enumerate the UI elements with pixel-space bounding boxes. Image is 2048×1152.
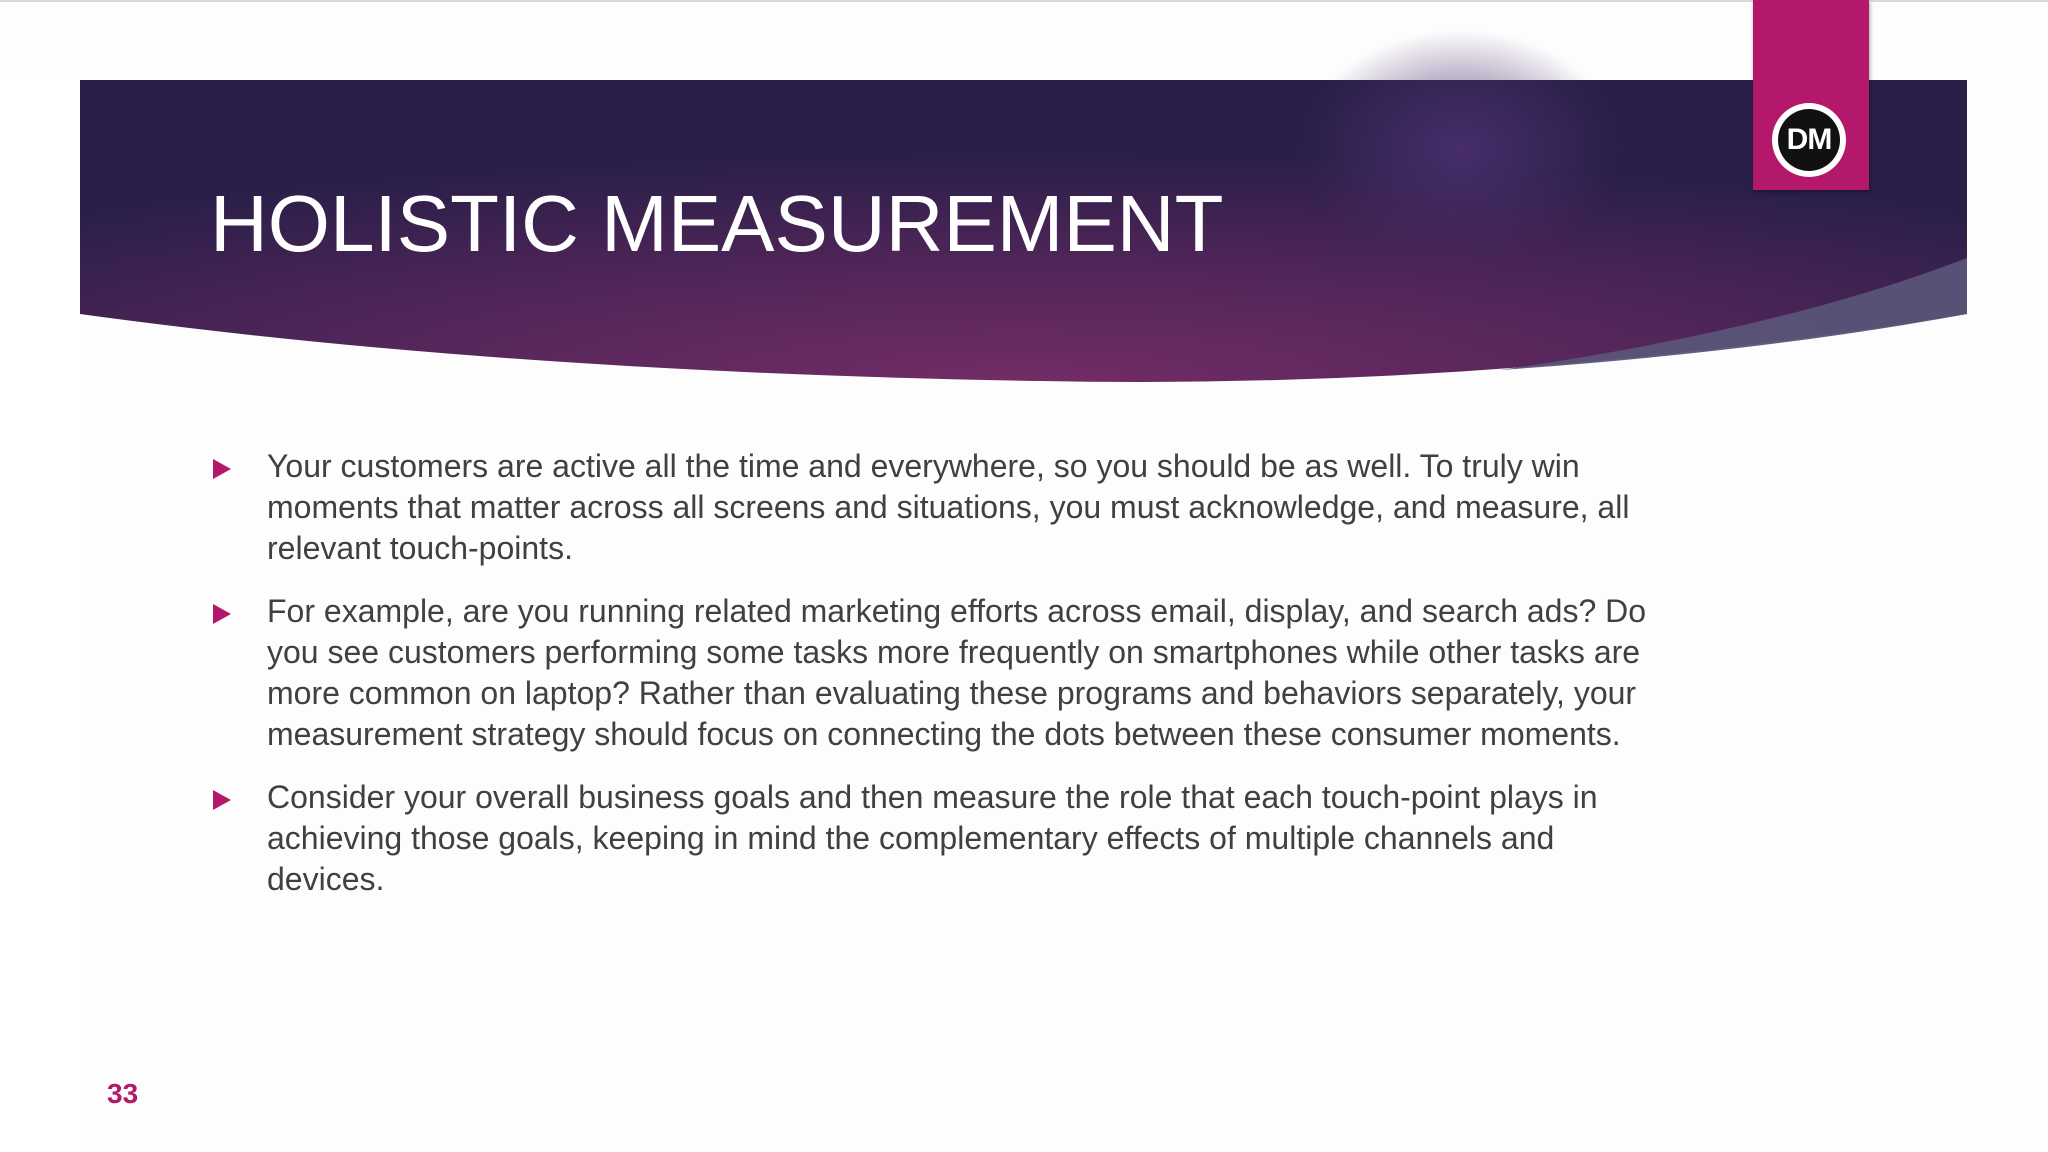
bullet-item xyxy=(210,446,1680,569)
bullet-text: Consider your overall business goals and then measure the role that each touch-point plays in achieving those goals, keeping in mind the complementary effects of multiple channels and devices. xyxy=(267,779,1598,897)
slide-title: HOLISTIC MEASUREMENT xyxy=(210,179,1224,268)
dm-logo xyxy=(1772,103,1846,177)
triangle-bullet-icon xyxy=(213,459,231,479)
bullet-text: For example, are you running related marketing efforts across email, display, and search ads? Do you see customers performing some tasks more frequently on smartphones while other tasks are more common on laptop? Rather than evaluating these programs and behaviors separately, your measurement strategy should focus on connecting the dots between these consumer moments. xyxy=(267,593,1647,752)
bullet-item xyxy=(210,777,1680,900)
bullet-item xyxy=(210,591,1680,755)
logo-tab xyxy=(1753,0,1869,190)
bullet-list xyxy=(210,446,1680,922)
bullet-text: Your customers are active all the time and everywhere, so you should be as well. To truly win moments that matter across all screens and situations, you must acknowledge, and measure, all relevant touch-points. xyxy=(267,448,1630,566)
triangle-bullet-icon xyxy=(213,790,231,810)
dm-logo-text: DM xyxy=(1778,109,1840,171)
triangle-bullet-icon xyxy=(213,604,231,624)
page-number: 33 xyxy=(107,1078,139,1109)
